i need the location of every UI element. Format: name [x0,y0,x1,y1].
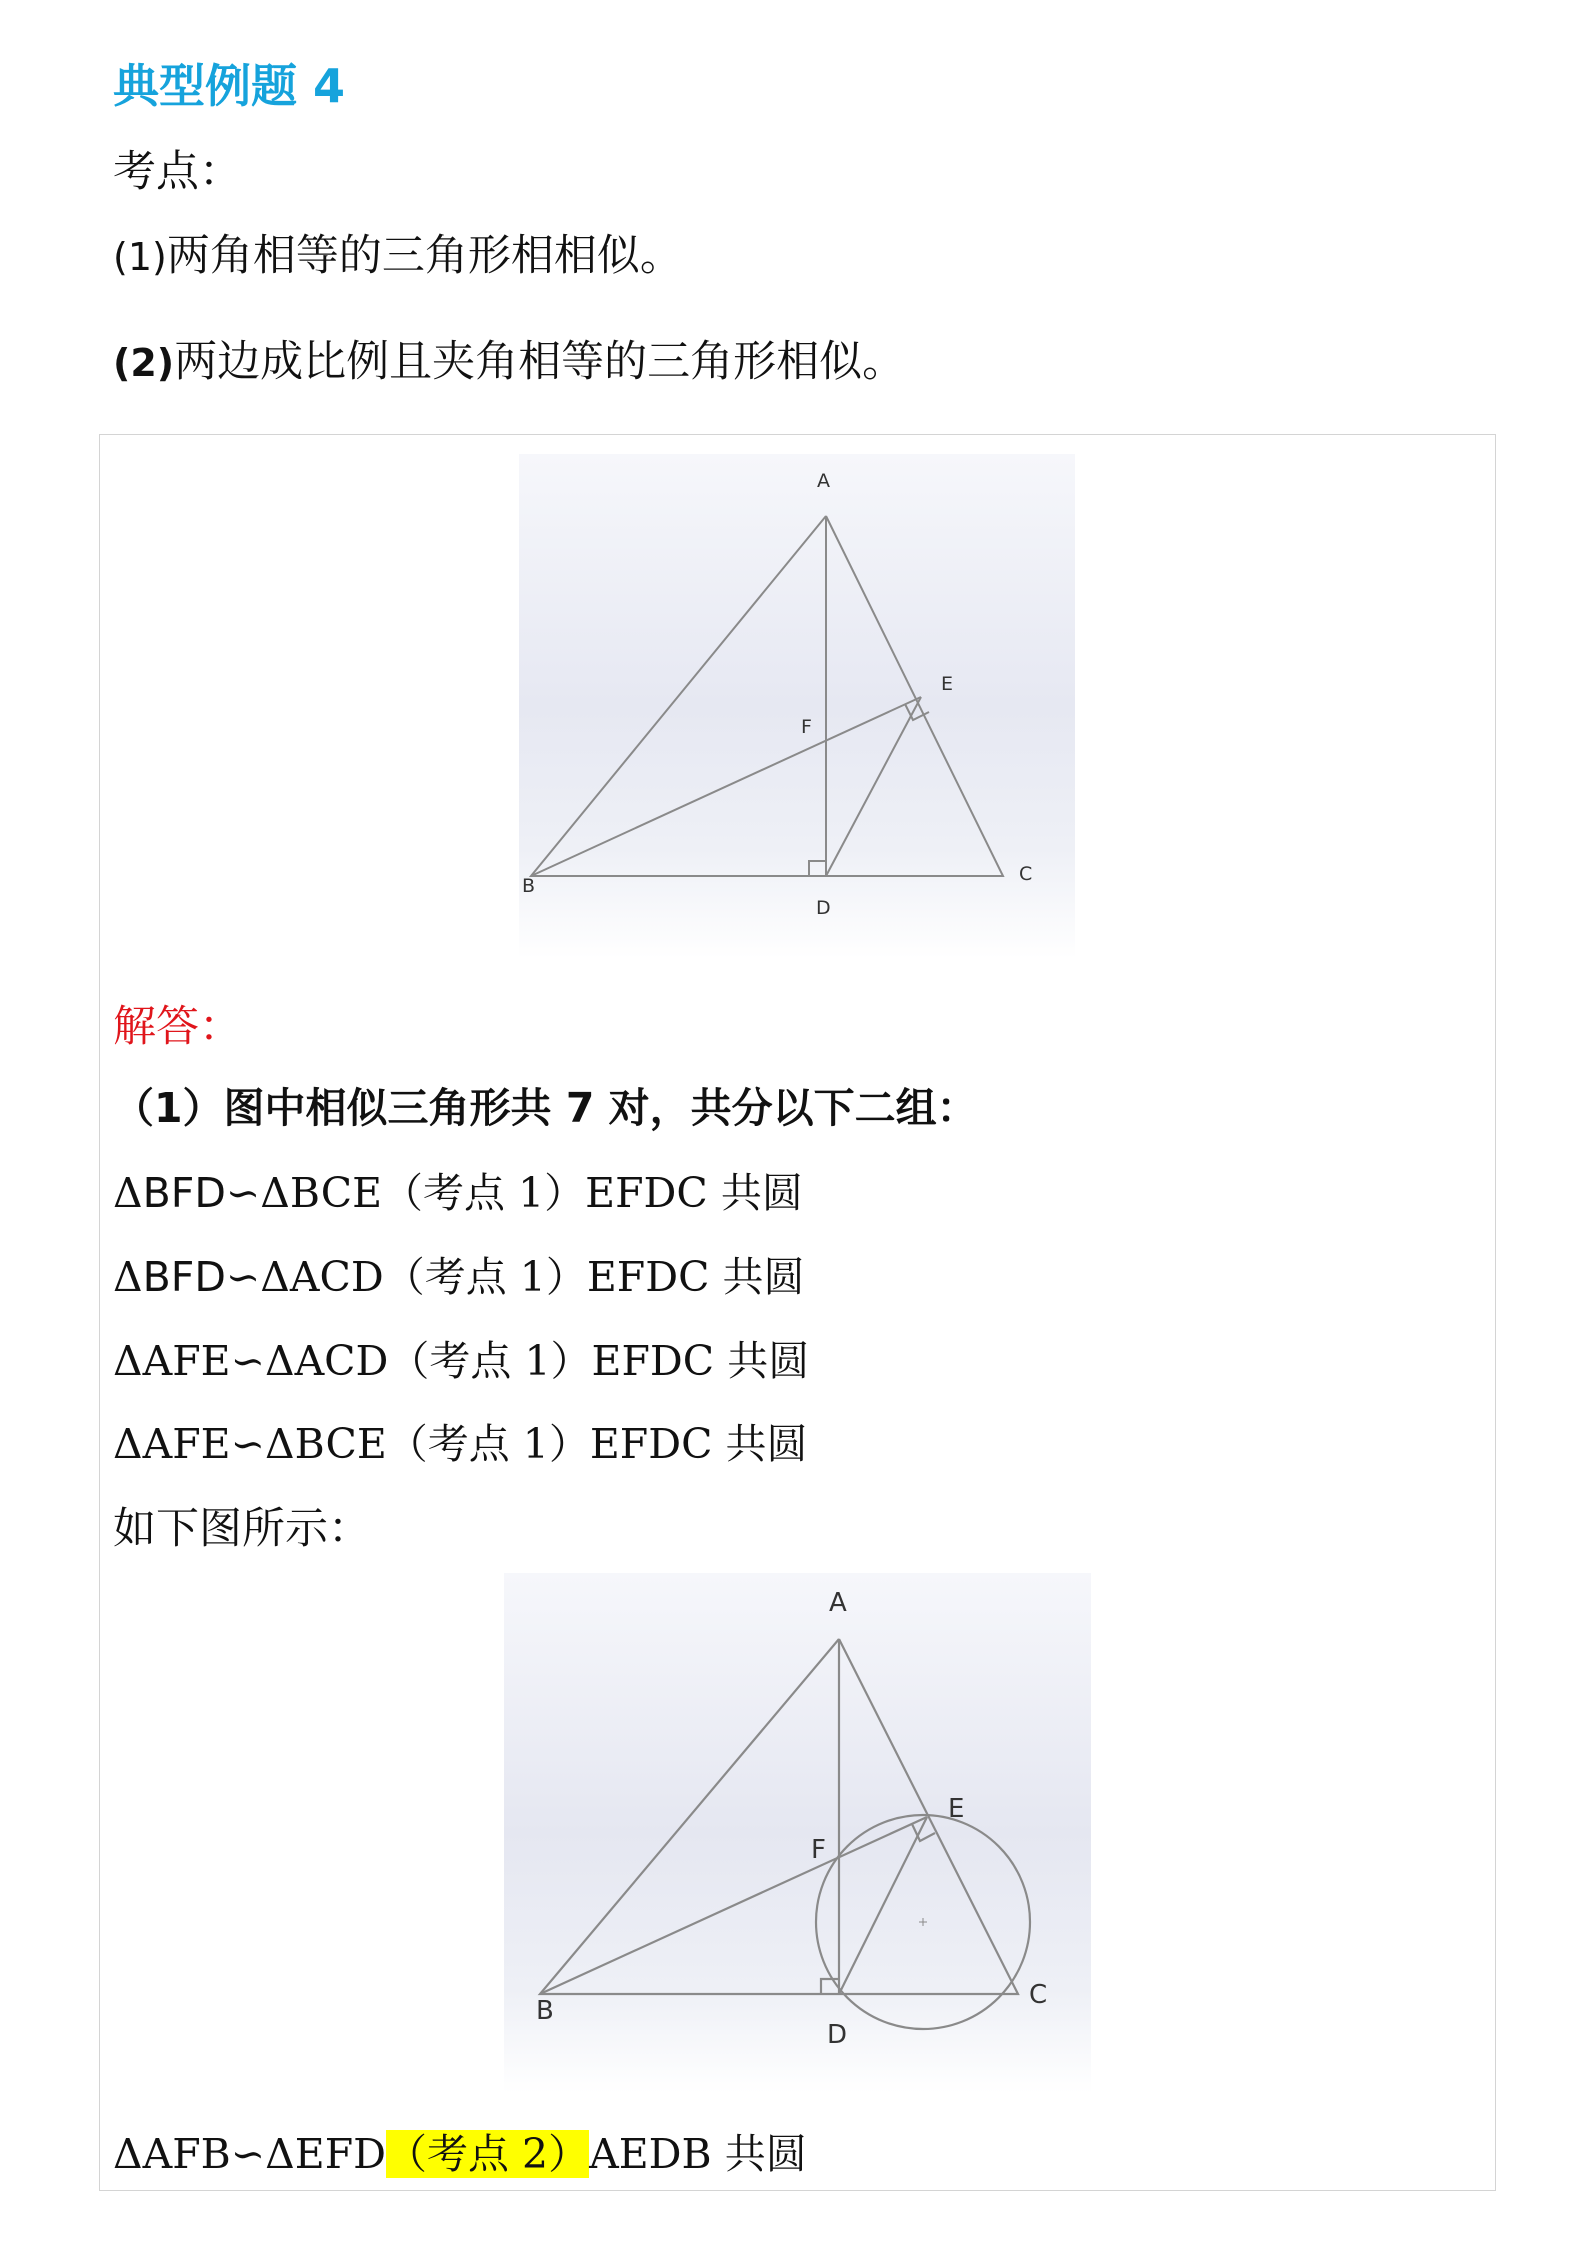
kaodian-label: 考点： [113,147,242,197]
label-d: D [827,2020,848,2050]
label-e: E [948,1794,965,1824]
relation-text: ∽ΔBCE（考点 1）EFDC 共圆 [230,1420,808,1468]
label-b: B [522,875,536,897]
label-a: A [817,470,830,492]
triangle-name: AFE [142,1337,231,1385]
page-title: 典型例题 4 [113,59,346,113]
answer-intro-text: ）图中相似三角形共 [182,1084,566,1132]
relation-text: AEDB 共圆 [589,2130,807,2178]
point-text: 两边成比例且夹角相等的三角形相似。 [174,337,906,387]
label-e: E [941,673,954,695]
delta-symbol: Δ [113,2130,143,2178]
label-c: C [1029,1980,1048,2010]
point-number: (2) [113,341,175,385]
label-d: D [816,897,831,919]
relation-text: ∽ΔEFD [230,2130,387,2178]
label-f: F [801,716,812,738]
label-b: B [536,1996,554,2026]
triangle-name: BFD [142,1169,226,1217]
point-2 [113,328,905,389]
delta-symbol: Δ [113,1337,143,1385]
similarity-line-5 [113,2121,807,2180]
triangle-name: AFB [142,2130,231,2178]
triangle-name: AFE [142,1420,231,1468]
figure-2 [504,1573,1091,2093]
point-number: (1) [113,235,167,279]
label-c: C [1019,863,1033,885]
relation-text: ∽ΔACD（考点 1）EFDC 共圆 [230,1337,810,1385]
relation-text: ∽ΔACD（考点 1）EFDC 共圆 [225,1253,805,1301]
as-shown-text: 如下图所示： [113,1504,371,1554]
delta-symbol: Δ [113,1420,143,1468]
delta-symbol: Δ [113,1169,143,1217]
triangle-name: BFD [142,1253,226,1301]
point-text: 两角相等的三角形相相似。 [166,231,683,281]
label-a: A [829,1588,847,1618]
answer-intro-text: （ [113,1084,154,1132]
similarity-line-3 [113,1328,809,1387]
delta-symbol: Δ [113,1253,143,1301]
answer-intro [113,1075,978,1134]
similarity-line-2 [113,1244,804,1303]
answer-intro-number: 1 [154,1084,183,1132]
answer-label: 解答： [113,1002,242,1052]
answer-intro-text: 对，共分以下二组： [594,1084,978,1132]
label-f: F [811,1835,826,1865]
highlighted-note: （考点 2） [386,2130,590,2178]
similarity-line-1 [113,1160,803,1219]
similarity-line-4 [113,1411,808,1470]
answer-intro-number: 7 [565,1084,595,1132]
point-1 [113,222,683,283]
relation-text: ∽ΔBCE（考点 1）EFDC 共圆 [225,1169,803,1217]
figure-1 [519,454,1075,959]
